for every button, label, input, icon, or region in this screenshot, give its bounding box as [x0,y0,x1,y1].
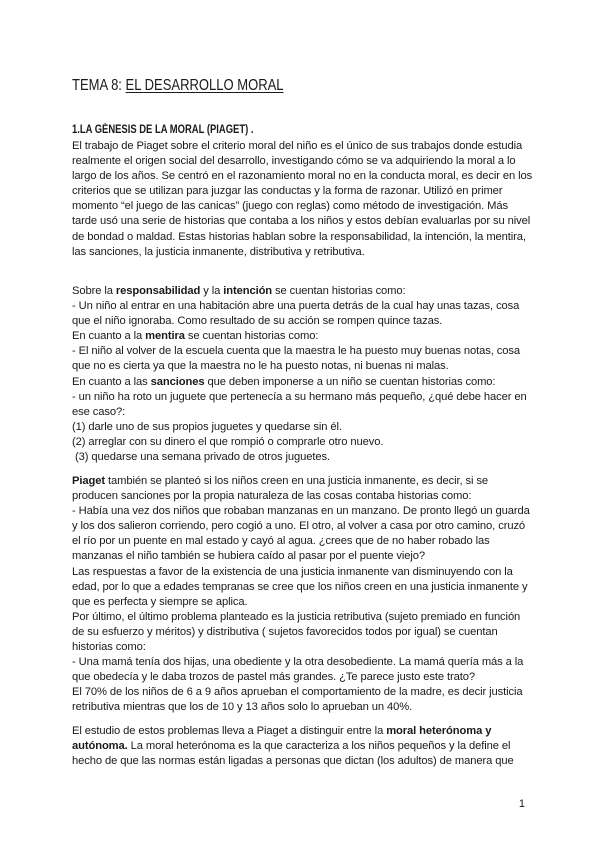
heteronomous-block [72,724,534,769]
retributive-justice-text: Por último, el último problema planteado es la justicia retributiva (sujeto premiado en función de su esfuerzo y méritos) y distributiva ( sujetos favorecidos todos por igual) se cuentan historias como: [72,610,521,654]
bold-intencion: intención [223,285,273,297]
intro-paragraph [72,139,534,260]
bold-mentira: mentira [145,330,185,343]
piaget-line: Piaget también se planteó si los niños creen en una justicia inmanente, es decir, si se producen sanciones por la propia naturaleza de las cosas contaba historias como: [72,475,489,503]
story-grades: - El niño al volver de la escuela cuenta que la maestra le ha puesto muy buenas notas, cosa que no es cierta ya que la maestra no le ha puesto notas, ni buenas ni malas. [72,345,520,373]
bold-moral-heteronoma: moral heterónoma y autónoma. [72,725,492,753]
option-3: (3) quedarse una semana privado de otros juguetes. [72,451,330,464]
section-heading: 1.LA GÉNESIS DE LA MORAL (PIAGET) . [72,124,254,136]
story-mother: - Una mamá tenía dos hijas, una obediente y la otra desobediente. La mamá quería más a la que obedecía y le daba trozos de pastel más grandes. ¿Te parece justo este trato? [72,656,524,684]
heteronomous-text: El estudio de estos problemas lleva a Piaget a distinguir entre la moral heterónoma y autónoma. La moral heterónoma es la que caracteriza a los niños pequeños y la define el hecho de que las normas están ligadas a personas que dictan (los adultos) de manera que [72,725,514,768]
stories-block [72,284,534,465]
option-2: (2) arreglar con su dinero el que rompió o comprarle otro nuevo. [72,435,384,448]
title-prefix: TEMA 8: [72,77,126,94]
option-1: (1) darle uno de sus propios juguetes y quedarse sin él. [72,420,342,433]
title-underlined: EL DESARROLLO MORAL [125,77,284,94]
bold-sanciones: sanciones [150,375,205,388]
immanent-justice-text: Las respuestas a favor de la existencia de una justicia inmanente van disminuyendo con la edad, por lo que a edades tempranas se cree que los niños creen en una justicia inmanente y que es perfecta y siempre se aplica. [72,565,528,608]
lie-line: En cuanto a la mentira se cuentan historias como: [72,330,319,343]
intro-text: El trabajo de Piaget sobre el criterio moral del niño es el único de sus trabajos donde estudia realmente el origen social del desarrollo, investigando cómo se va adquiriendo la moral a lo largo de los años. Se centró en el razonamiento moral no en la conducta moral, es decir en los criterios que se utilizan para juzgar las conductas y la forma de razonar. Utilizó en primer momento “el juego de las canicas” (juego con reglas) como método de investigación. Más tarde usó una serie de historias que contaba a los niños y estos debían evaluarlas por su nivel de bondad o maldad. Estas historias hablan sobre la responsabilidad, la intención, la mentira, las sanciones, la justicia inmanente, distributiva y retributiva. [72,140,533,258]
bold-responsabilidad: responsabilidad [115,285,201,297]
sanctions-line: En cuanto a las sanciones que deben imponerse a un niño se cuentan historias como: [72,375,496,388]
bold-piaget: Piaget [72,475,105,487]
story-toy: - un niño ha roto un juguete que pertenecía a su hermano más pequeño, ¿qué debe hacer en ese caso?: [72,390,527,418]
percentages-text: El 70% de los niños de 6 a 9 años aprueban el comportamiento de la madre, es decir justicia retributiva mientras que los de 10 y 13 años solo lo aprueban un 40%. [72,686,523,714]
justice-block [72,474,534,716]
page-title [72,77,284,95]
story-apples: - Había una vez dos niños que robaban manzanas en un manzano. De pronto llegó un guarda y los dos salieron corriendo, pero cogió a uno. El otro, al volver a casa por otro camino, cruzó el río por un puente en mal estado y cayó al agua. ¿crees que de no haber robado las manzanas el niño también se hubiera caído al pasar por el puente viejo? [72,505,530,563]
responsibility-line: Sobre la responsabilidad y la intención se cuentan historias como: [72,285,406,297]
story-cups: - Un niño al entrar en una habitación abre una puerta detrás de la cual hay unas tazas, cosa que el niño ignoraba. Como resultado de su acción se rompen quince tazas. [72,300,520,328]
page-number: 1 [518,798,525,810]
